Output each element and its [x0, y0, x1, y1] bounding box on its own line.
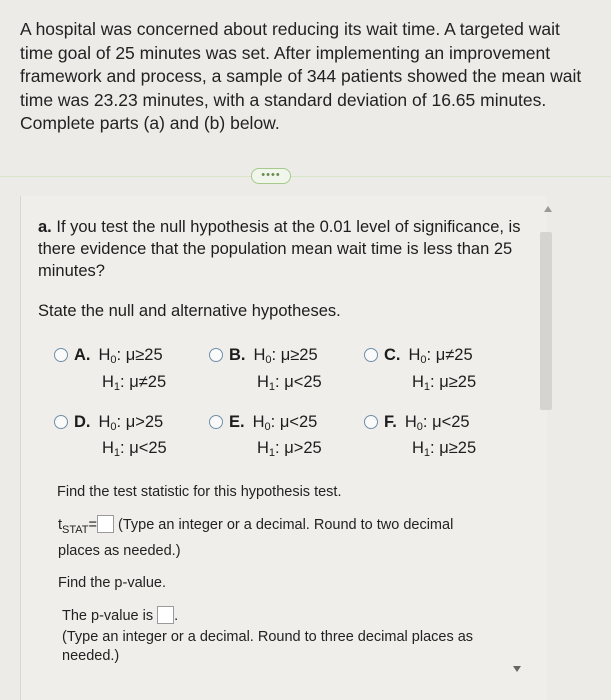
expand-more-button[interactable]: •••• [251, 168, 291, 184]
option-h0: μ≠25 [435, 346, 473, 364]
scrollbar-thumb[interactable] [540, 232, 552, 410]
radio-icon[interactable] [209, 415, 223, 429]
problem-statement: A hospital was concerned about reducing its wait time. A targeted wait time goal of 25 minutes was set. After implementing an improvement framework and process, a sample of 344 patients showed the mean wait time was 23.23 minutes, with a standard deviation of 16.65 minutes. Complete parts (a) and (b) below. [20, 19, 582, 133]
option-c-h1: $H_1$: μ≥25 [412, 373, 477, 393]
option-letter: C. [384, 346, 401, 364]
pvalue-prompt: Find the p-value. [58, 575, 167, 591]
option-f-h1: $H_1$: μ≥25 [412, 439, 477, 459]
part-a-question [38, 216, 533, 282]
radio-icon[interactable] [54, 415, 68, 429]
option-f[interactable]: F. $H_0$: μ<25 [364, 411, 470, 438]
tstat-hint: (Type an integer or a decimal. Round to two decimal [118, 517, 454, 533]
pvalue-answer-input[interactable] [157, 606, 174, 624]
part-a-question-text: If you test the null hypothesis at the 0.01 level of significance, is there evidence that the population mean wait time is less than 25 minutes? [38, 218, 521, 280]
pvalue-hint-2: needed.) [62, 648, 120, 664]
part-a-label: a. [38, 218, 52, 236]
option-letter: D. [74, 413, 91, 431]
option-letter: E. [229, 413, 245, 431]
radio-icon[interactable] [364, 415, 378, 429]
option-h1: μ>25 [284, 439, 322, 457]
tstat-row: $t_{STAT}=$ (Type an integer or a decimal. Round to two decimal [58, 517, 454, 536]
option-h0: μ<25 [279, 413, 318, 431]
radio-icon[interactable] [54, 348, 68, 362]
option-letter: B. [229, 346, 246, 364]
option-d[interactable]: D. $H_0$: μ>25 [54, 411, 163, 438]
pvalue-row: The p-value is . [62, 608, 179, 624]
option-h1: μ<25 [129, 439, 167, 457]
option-h1: μ<25 [284, 373, 322, 391]
option-b[interactable]: B. $H_0$: μ≥25 [209, 344, 318, 371]
option-h0: μ≥25 [125, 346, 163, 364]
pvalue-hint: (Type an integer or a decimal. Round to three decimal places as [62, 629, 474, 645]
tstat-sub: STAT [62, 524, 89, 536]
test-stat-prompt: Find the test statistic for this hypothesis test. [57, 484, 342, 500]
pvalue-label: The p-value is [62, 608, 154, 624]
option-h1: μ≥25 [439, 439, 477, 457]
radio-icon[interactable] [364, 348, 378, 362]
option-e[interactable]: E. $H_0$: μ<25 [209, 411, 317, 438]
option-d-h1: $H_1$: μ<25 [102, 439, 167, 459]
option-h0: μ≥25 [280, 346, 318, 364]
option-letter: F. [384, 413, 397, 431]
option-a-h1: $H_1$: μ≠25 [102, 373, 167, 393]
option-h1: μ≥25 [439, 373, 477, 391]
option-b-h1: $H_1$: μ<25 [257, 373, 322, 393]
option-h1: μ≠25 [129, 373, 167, 391]
scroll-down-icon[interactable] [513, 666, 521, 672]
radio-icon[interactable] [209, 348, 223, 362]
option-a[interactable]: A. $H_0$: μ≥25 [54, 344, 163, 371]
option-e-h1: $H_1$: μ>25 [257, 439, 322, 459]
hypotheses-instruction: State the null and alternative hypotheses. [38, 302, 341, 320]
section-divider [0, 176, 611, 177]
option-letter: A. [74, 346, 91, 364]
option-h0: μ>25 [125, 413, 164, 431]
tstat-label: t [58, 517, 63, 533]
tstat-answer-input[interactable] [97, 515, 114, 533]
option-h0: μ<25 [432, 413, 470, 431]
tstat-hint-2: places as needed.) [58, 543, 181, 559]
option-c[interactable]: C. $H_0$: μ≠25 [364, 344, 473, 371]
scroll-up-icon[interactable] [544, 206, 552, 212]
